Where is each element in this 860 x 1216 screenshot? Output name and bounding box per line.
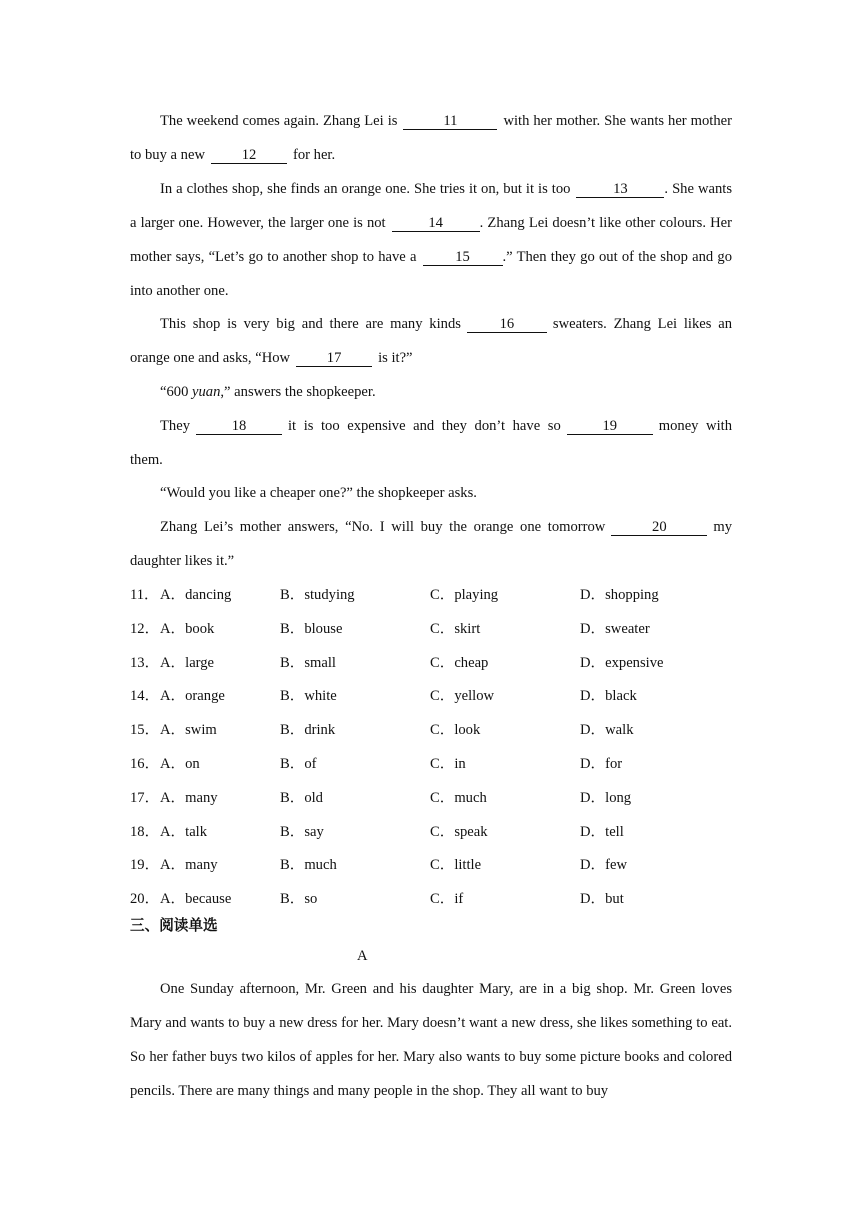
option-d: D．black (580, 688, 637, 705)
reading-passage: One Sunday afternoon, Mr. Green and his daughter Mary, are in a big shop. Mr. Green loves Mary and wants to buy a new dress for her. Mary doesn’t want a new dress, she likes something to eat. So her father buys two kilos of apples for her. Mary also wants to buy some picture books and colored pencils. There are many things and many people in the shop. They all want to buy (130, 981, 732, 1099)
option-d: D．sweater (580, 620, 650, 637)
option-c: C．playing (430, 587, 499, 603)
option-row-20 (130, 882, 732, 916)
option-b: B．say (280, 823, 324, 840)
option-a: A．orange (160, 688, 225, 705)
option-b: B．old (280, 789, 323, 806)
text: This shop is very big and there are many kinds (160, 316, 461, 332)
question-number: 18． (130, 823, 160, 840)
option-c: C．cheap (430, 654, 489, 671)
option-b: B．white (280, 688, 337, 705)
option-c: C．yellow (430, 688, 495, 705)
question-number: 16． (130, 755, 160, 772)
option-a: A．on (160, 755, 200, 772)
option-b: B．much (280, 857, 337, 874)
option-row-19 (130, 848, 732, 882)
option-d: D．few (580, 857, 628, 874)
cloze-paragraph-6 (130, 476, 732, 510)
option-b: B．studying (280, 587, 355, 603)
option-c: C．speak (430, 823, 488, 840)
blank-15: 15 (423, 250, 503, 266)
option-row-13 (130, 646, 732, 680)
blank-19: 19 (567, 419, 653, 435)
option-d: D．tell (580, 823, 624, 840)
text: it is too expensive and they don’t have so (288, 418, 561, 434)
question-number: 11． (130, 587, 159, 603)
option-row-15 (130, 713, 732, 747)
question-number: 19． (130, 857, 160, 874)
option-row-11 (130, 578, 732, 612)
option-row-18 (130, 815, 732, 849)
option-row-12 (130, 612, 732, 646)
cloze-paragraph-4 (130, 375, 732, 409)
options-list (130, 578, 732, 916)
section-title: 三、阅读单选 (130, 917, 218, 934)
option-a: A．because (160, 891, 232, 908)
option-row-17 (130, 781, 732, 815)
text: “Would you like a cheaper one?” the shopkeeper asks. (160, 485, 477, 501)
question-number: 12． (130, 620, 160, 637)
option-a: A．many (160, 789, 218, 806)
option-a: A．dancing (160, 587, 232, 603)
cloze-paragraph-5 (130, 409, 732, 477)
text: my daughter likes it.” (130, 519, 732, 569)
cloze-paragraph-2 (130, 172, 732, 308)
text: ,” answers the shopkeeper. (220, 384, 376, 400)
option-a: A．many (160, 857, 218, 874)
text: money with them. (130, 418, 732, 468)
blank-14: 14 (392, 216, 480, 232)
option-c: C．much (430, 789, 487, 806)
option-c: C．if (430, 891, 464, 908)
text: for her. (292, 147, 336, 163)
blank-13: 13 (576, 182, 664, 198)
text: Zhang Lei’s mother answers, “No. I will buy the orange one tomorrow (160, 519, 606, 535)
text: In a clothes shop, she finds an orange one. She tries it on, but it is too (160, 181, 571, 197)
question-number: 14． (130, 688, 160, 705)
option-a: A．talk (160, 823, 208, 840)
text: is it?” (378, 350, 413, 366)
text: “600 (160, 384, 189, 400)
question-number: 17． (130, 789, 160, 806)
text: . Zhang Lei doesn’t like other colours. Her mother says, “Let’s go to another shop to have a (130, 215, 732, 265)
option-d: D．long (580, 789, 632, 806)
option-a: A．large (160, 654, 215, 671)
option-b: B．of (280, 755, 317, 772)
option-c: C．skirt (430, 620, 481, 637)
blank-12: 12 (211, 148, 287, 164)
cloze-paragraph-3 (130, 307, 732, 375)
option-a: A．swim (160, 722, 217, 739)
text: sweaters. Zhang Lei likes an orange one and asks, “How (130, 316, 732, 366)
blank-20: 20 (611, 520, 707, 536)
option-c: C．in (430, 755, 466, 772)
option-d: D．shopping (580, 587, 659, 603)
option-d: D．walk (580, 722, 634, 739)
option-c: C．little (430, 857, 482, 874)
blank-11: 11 (403, 114, 497, 130)
text: The weekend comes again. Zhang Lei is (160, 113, 398, 129)
option-row-16 (130, 747, 732, 781)
text: .” Then they go out of the shop and go into another one. (130, 249, 732, 299)
text: They (160, 418, 190, 434)
question-number: 13． (130, 654, 160, 671)
option-b: B．small (280, 654, 336, 671)
question-number: 20． (130, 891, 160, 908)
option-c: C．look (430, 722, 481, 739)
cloze-paragraph-1 (130, 104, 732, 172)
blank-18: 18 (196, 419, 282, 435)
option-a: A．book (160, 620, 215, 637)
text: with her mother. She wants her mother to buy a new (130, 113, 732, 163)
question-number: 15． (130, 722, 160, 739)
italic-text: yuan (192, 384, 221, 400)
blank-17: 17 (296, 351, 372, 367)
option-b: B．so (280, 891, 318, 908)
blank-16: 16 (467, 317, 547, 333)
option-row-14 (130, 679, 732, 713)
option-b: B．blouse (280, 620, 343, 637)
option-d: D．expensive (580, 654, 664, 671)
passage-label: A (357, 948, 368, 964)
option-b: B．drink (280, 722, 336, 739)
option-d: D．for (580, 755, 623, 772)
text: . She wants a larger one. However, the larger one is not (130, 181, 732, 231)
cloze-paragraph-7 (130, 510, 732, 578)
option-d: D．but (580, 891, 624, 908)
